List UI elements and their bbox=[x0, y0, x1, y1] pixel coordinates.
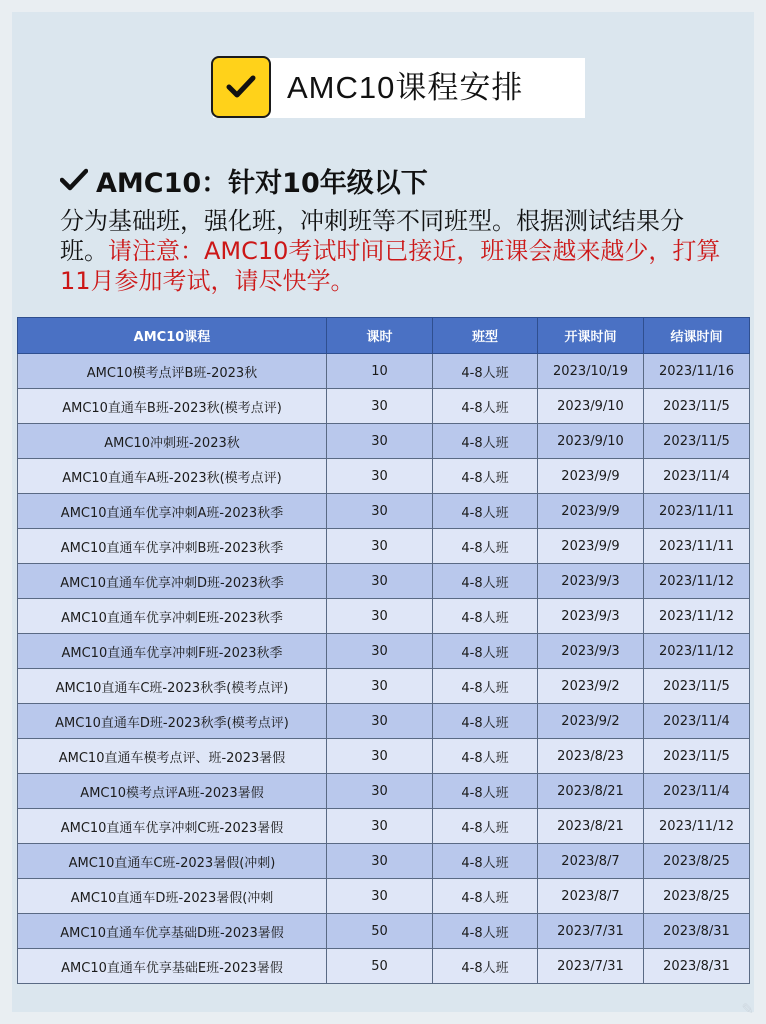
column-header-end-date: 结课时间 bbox=[644, 318, 750, 354]
cell-course: AMC10直通车优享基础E班-2023暑假 bbox=[18, 949, 327, 984]
cell-class-type: 4-8人班 bbox=[433, 704, 538, 739]
cell-start-date: 2023/9/2 bbox=[538, 704, 644, 739]
column-header-course: AMC10课程 bbox=[18, 318, 327, 354]
cell-course: AMC10直通车C班-2023暑假(冲刺) bbox=[18, 844, 327, 879]
cell-start-date: 2023/9/9 bbox=[538, 529, 644, 564]
cell-class-type: 4-8人班 bbox=[433, 739, 538, 774]
cell-hours: 50 bbox=[327, 914, 433, 949]
cell-start-date: 2023/7/31 bbox=[538, 949, 644, 984]
cell-hours: 50 bbox=[327, 949, 433, 984]
table-row bbox=[18, 914, 750, 949]
cell-course: AMC10直通车优享冲刺F班-2023秋季 bbox=[18, 634, 327, 669]
cell-end-date: 2023/11/5 bbox=[644, 424, 750, 459]
cell-class-type: 4-8人班 bbox=[433, 564, 538, 599]
table-row bbox=[18, 669, 750, 704]
cell-class-type: 4-8人班 bbox=[433, 774, 538, 809]
cell-end-date: 2023/8/25 bbox=[644, 844, 750, 879]
cell-hours: 30 bbox=[327, 564, 433, 599]
cell-end-date: 2023/11/12 bbox=[644, 634, 750, 669]
cell-hours: 30 bbox=[327, 844, 433, 879]
cell-class-type: 4-8人班 bbox=[433, 949, 538, 984]
table-row bbox=[18, 354, 750, 389]
cell-hours: 30 bbox=[327, 879, 433, 914]
cell-end-date: 2023/11/5 bbox=[644, 739, 750, 774]
cell-class-type: 4-8人班 bbox=[433, 879, 538, 914]
table-row bbox=[18, 704, 750, 739]
cell-end-date: 2023/11/16 bbox=[644, 354, 750, 389]
cell-end-date: 2023/11/11 bbox=[644, 494, 750, 529]
table-row bbox=[18, 844, 750, 879]
cell-course: AMC10模考点评B班-2023秋 bbox=[18, 354, 327, 389]
cell-start-date: 2023/8/23 bbox=[538, 739, 644, 774]
title-bar bbox=[213, 58, 585, 118]
cell-hours: 30 bbox=[327, 459, 433, 494]
cell-course: AMC10直通车优享冲刺C班-2023暑假 bbox=[18, 809, 327, 844]
cell-class-type: 4-8人班 bbox=[433, 459, 538, 494]
cell-start-date: 2023/9/10 bbox=[538, 424, 644, 459]
table-row bbox=[18, 424, 750, 459]
cell-end-date: 2023/11/5 bbox=[644, 389, 750, 424]
table-row bbox=[18, 599, 750, 634]
cell-class-type: 4-8人班 bbox=[433, 354, 538, 389]
cell-end-date: 2023/8/31 bbox=[644, 914, 750, 949]
cell-start-date: 2023/9/3 bbox=[538, 564, 644, 599]
cell-class-type: 4-8人班 bbox=[433, 529, 538, 564]
cell-hours: 30 bbox=[327, 704, 433, 739]
cell-hours: 30 bbox=[327, 774, 433, 809]
table-row bbox=[18, 774, 750, 809]
cell-start-date: 2023/9/3 bbox=[538, 599, 644, 634]
column-header-class-type: 班型 bbox=[433, 318, 538, 354]
cell-course: AMC10直通车优享基础D班-2023暑假 bbox=[18, 914, 327, 949]
cell-start-date: 2023/8/7 bbox=[538, 879, 644, 914]
cell-hours: 10 bbox=[327, 354, 433, 389]
cell-course: AMC10直通车优享冲刺A班-2023秋季 bbox=[18, 494, 327, 529]
notice-text: 请注意：AMC10考试时间已接近，班课会越来越少，打算11月参加考试，请尽快学。 bbox=[60, 237, 721, 295]
cell-class-type: 4-8人班 bbox=[433, 669, 538, 704]
watermark: ✎ bbox=[741, 1000, 754, 1018]
cell-start-date: 2023/8/21 bbox=[538, 774, 644, 809]
table-row bbox=[18, 564, 750, 599]
intro-text: 分为基础班，强化班，冲刺班等不同班型。根据测试结果分班。 bbox=[60, 207, 684, 265]
column-header-start-date: 开课时间 bbox=[538, 318, 644, 354]
cell-class-type: 4-8人班 bbox=[433, 809, 538, 844]
cell-start-date: 2023/9/2 bbox=[538, 669, 644, 704]
cell-course: AMC10直通车D班-2023秋季(模考点评) bbox=[18, 704, 327, 739]
cell-course: AMC10直通车A班-2023秋(模考点评) bbox=[18, 459, 327, 494]
course-table bbox=[17, 317, 750, 984]
cell-class-type: 4-8人班 bbox=[433, 634, 538, 669]
table-row bbox=[18, 879, 750, 914]
table-row bbox=[18, 529, 750, 564]
cell-class-type: 4-8人班 bbox=[433, 599, 538, 634]
table-row bbox=[18, 494, 750, 529]
cell-course: AMC10直通车B班-2023秋(模考点评) bbox=[18, 389, 327, 424]
intro-paragraph bbox=[60, 206, 730, 296]
cell-hours: 30 bbox=[327, 529, 433, 564]
cell-hours: 30 bbox=[327, 739, 433, 774]
table-row bbox=[18, 634, 750, 669]
cell-course: AMC10直通车优享冲刺D班-2023秋季 bbox=[18, 564, 327, 599]
cell-end-date: 2023/11/4 bbox=[644, 704, 750, 739]
cell-hours: 30 bbox=[327, 424, 433, 459]
cell-class-type: 4-8人班 bbox=[433, 844, 538, 879]
cell-start-date: 2023/10/19 bbox=[538, 354, 644, 389]
cell-end-date: 2023/11/5 bbox=[644, 669, 750, 704]
cell-hours: 30 bbox=[327, 494, 433, 529]
cell-end-date: 2023/11/4 bbox=[644, 774, 750, 809]
cell-class-type: 4-8人班 bbox=[433, 389, 538, 424]
check-icon bbox=[226, 74, 256, 100]
cell-course: AMC10模考点评A班-2023暑假 bbox=[18, 774, 327, 809]
table-row bbox=[18, 739, 750, 774]
cell-end-date: 2023/11/4 bbox=[644, 459, 750, 494]
cell-class-type: 4-8人班 bbox=[433, 424, 538, 459]
cell-end-date: 2023/11/12 bbox=[644, 809, 750, 844]
column-header-hours: 课时 bbox=[327, 318, 433, 354]
table-row bbox=[18, 459, 750, 494]
cell-start-date: 2023/8/7 bbox=[538, 844, 644, 879]
cell-start-date: 2023/9/10 bbox=[538, 389, 644, 424]
cell-course: AMC10直通车D班-2023暑假(冲刺 bbox=[18, 879, 327, 914]
headline bbox=[60, 160, 428, 200]
cell-hours: 30 bbox=[327, 634, 433, 669]
cell-start-date: 2023/9/9 bbox=[538, 494, 644, 529]
cell-course: AMC10直通车优享冲刺B班-2023秋季 bbox=[18, 529, 327, 564]
table-row bbox=[18, 809, 750, 844]
cell-start-date: 2023/9/3 bbox=[538, 634, 644, 669]
cell-class-type: 4-8人班 bbox=[433, 914, 538, 949]
cell-start-date: 2023/9/9 bbox=[538, 459, 644, 494]
title-badge bbox=[211, 56, 271, 118]
cell-end-date: 2023/11/12 bbox=[644, 599, 750, 634]
cell-course: AMC10直通车优享冲刺E班-2023秋季 bbox=[18, 599, 327, 634]
cell-start-date: 2023/7/31 bbox=[538, 914, 644, 949]
cell-end-date: 2023/11/12 bbox=[644, 564, 750, 599]
check-icon bbox=[60, 168, 88, 192]
cell-hours: 30 bbox=[327, 669, 433, 704]
cell-end-date: 2023/11/11 bbox=[644, 529, 750, 564]
cell-course: AMC10直通车模考点评、班-2023暑假 bbox=[18, 739, 327, 774]
table-row bbox=[18, 389, 750, 424]
headline-text: AMC10：针对10年级以下 bbox=[96, 167, 428, 199]
table-row bbox=[18, 949, 750, 984]
cell-class-type: 4-8人班 bbox=[433, 494, 538, 529]
table-header-row bbox=[18, 318, 750, 354]
cell-hours: 30 bbox=[327, 389, 433, 424]
page-title: AMC10课程安排 bbox=[287, 70, 524, 105]
cell-end-date: 2023/8/31 bbox=[644, 949, 750, 984]
cell-course: AMC10冲刺班-2023秋 bbox=[18, 424, 327, 459]
cell-hours: 30 bbox=[327, 599, 433, 634]
cell-start-date: 2023/8/21 bbox=[538, 809, 644, 844]
cell-course: AMC10直通车C班-2023秋季(模考点评) bbox=[18, 669, 327, 704]
cell-hours: 30 bbox=[327, 809, 433, 844]
cell-end-date: 2023/8/25 bbox=[644, 879, 750, 914]
